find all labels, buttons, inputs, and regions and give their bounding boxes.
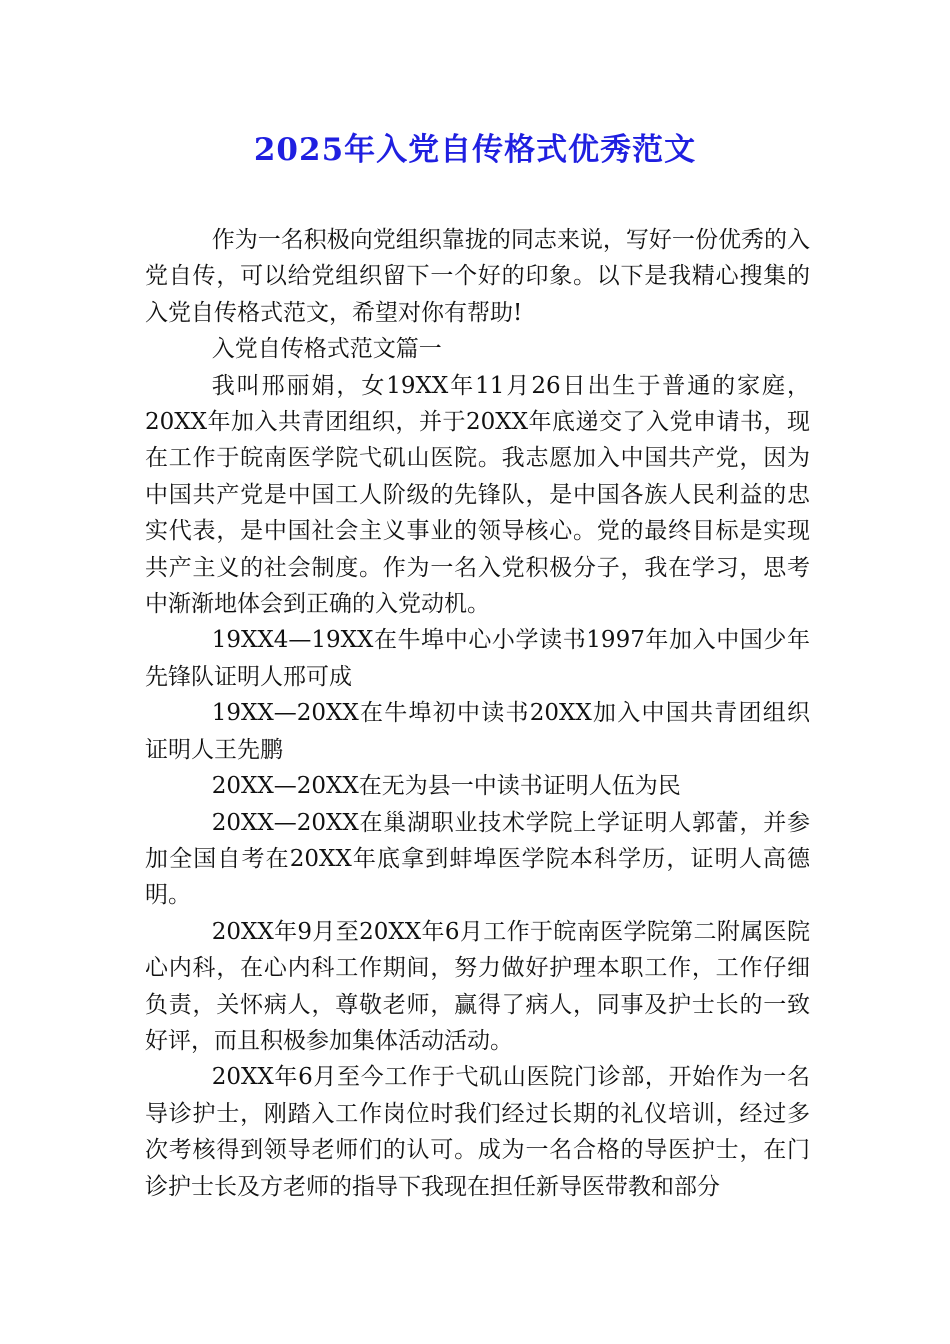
document-title: 2025年入党自传格式优秀范文 [253,132,697,168]
paragraph-work-cardiology: 20XX年9月至20XX年6月工作于皖南医学院第二附属医院心内科，在心内科工作期间，努力做好护理本职工作，工作仔细负责，关怀病人，尊敬老师，赢得了病人，同事及护士长的一致好评，而且积极参加集体活动活动。 [145,918,810,1054]
document-body [145,222,810,1205]
paragraph-history-college: 20XX—20XX在巢湖职业技术学院上学证明人郭蕾，并参加全国自考在20XX年底拿到蚌埠医学院本科学历，证明人高德明。 [145,809,810,909]
paragraph-history-high-school: 20XX—20XX在无为县一中读书证明人伍为民 [211,773,681,800]
paragraph-history-middle-school: 19XX—20XX在牛埠初中读书20XX加入中国共青团组织证明人王先鹏 [145,700,810,763]
paragraph-history-primary-school: 19XX4—19XX在牛埠中心小学读书1997年加入中国少年先锋队证明人邢可成 [145,627,810,690]
paragraph-work-outpatient: 20XX年6月至今工作于弋矶山医院门诊部，开始作为一名导诊护士，刚踏入工作岗位时我们经过长期的礼仪培训，经过多次考核得到领导老师们的认可。成为一名合格的导医护士，在门诊护士长及方老师的指导下我现在担任新导医带教和部分 [145,1064,810,1200]
paragraph-intro: 作为一名积极向党组织靠拢的同志来说，写好一份优秀的入党自传，可以给党组织留下一个好的印象。以下是我精心搜集的入党自传格式范文，希望对你有帮助! [145,227,810,326]
paragraph-self-introduction: 我叫邢丽娟，女19XX年11月26日出生于普通的家庭，20XX年加入共青团组织，并于20XX年底递交了入党申请书，现在工作于皖南医学院弋矶山医院。我志愿加入中国共产党，因为中国共产党是中国工人阶级的先锋队，是中国各族人民利益的忠实代表，是中国社会主义事业的领导核心。党的最终目标是实现共产主义的社会制度。作为一名入党积极分子，我在学习，思考中渐渐地体会到正确的入党动机。 [145,372,810,618]
paragraph-section-heading: 入党自传格式范文篇一 [211,336,442,363]
